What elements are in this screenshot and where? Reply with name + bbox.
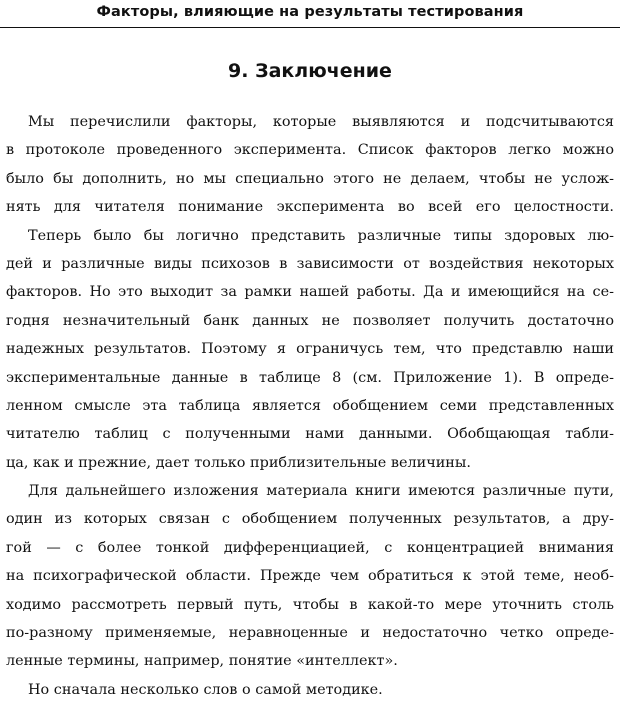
text-line: один из которых связан с обобщением полученных результатов, а дру- [6, 511, 614, 528]
text-line: факторов. Но это выходит за рамки нашей работы. Да и имеющийся на се- [6, 284, 614, 301]
text-line: дей и различные виды психозов в зависимости от воздействия некоторых [6, 255, 614, 272]
text-line: нять для читателя понимание эксперимента во всей его целостности. [6, 199, 614, 216]
text-line: годня незначительный банк данных не позволяет получить достаточно [6, 312, 614, 329]
text-line: ца, как и прежние, дает только приблизительные величины. [6, 454, 471, 471]
running-head: Факторы, влияющие на результаты тестирования [96, 4, 524, 20]
text-line: ходимо рассмотреть первый путь, чтобы в какой-то мере уточнить столь [6, 596, 614, 613]
paragraph-1 [6, 108, 614, 222]
text-line: ленном смысле эта таблица является обобщением семи представленных [6, 397, 614, 414]
text-line: читателю таблиц с полученными нами данными. Обобщающая табли- [6, 426, 614, 443]
paragraph-3 [6, 477, 614, 676]
body-text [6, 108, 614, 704]
text-line: экспериментальные данные в таблице 8 (см. Приложение 1). В опреде- [6, 369, 614, 386]
text-line: надежных результатов. Поэтому я ограничусь тем, что представлю наши [6, 341, 614, 358]
text-line: по-разному применяемые, неравноценные и недостаточно четко опреде- [6, 625, 614, 642]
text-line: на психографической области. Прежде чем обратиться к этой теме, необ- [6, 568, 614, 585]
text-line: Для дальнейшего изложения материала книги имеются различные пути, [28, 483, 614, 500]
text-line: гой — с более тонкой дифференциацией, с концентрацией внимания [6, 539, 614, 556]
paragraph-4 [6, 676, 614, 704]
header-rule [0, 27, 620, 28]
text-line: ленные термины, например, понятие «интеллект». [6, 653, 398, 670]
text-line: Но сначала несколько слов о самой методике. [28, 681, 383, 698]
paragraph-2 [6, 222, 614, 478]
section-title: 9. Заключение [228, 60, 392, 82]
text-line: в протоколе проведенного эксперимента. Список факторов легко можно [6, 142, 614, 159]
text-line: было бы дополнить, но мы специально этого не делаем, чтобы не услож- [6, 170, 614, 187]
text-line: Мы перечислили факторы, которые выявляются и подсчитываются [28, 114, 614, 130]
text-line: Теперь было бы логично представить различные типы здоровых лю- [28, 227, 614, 244]
